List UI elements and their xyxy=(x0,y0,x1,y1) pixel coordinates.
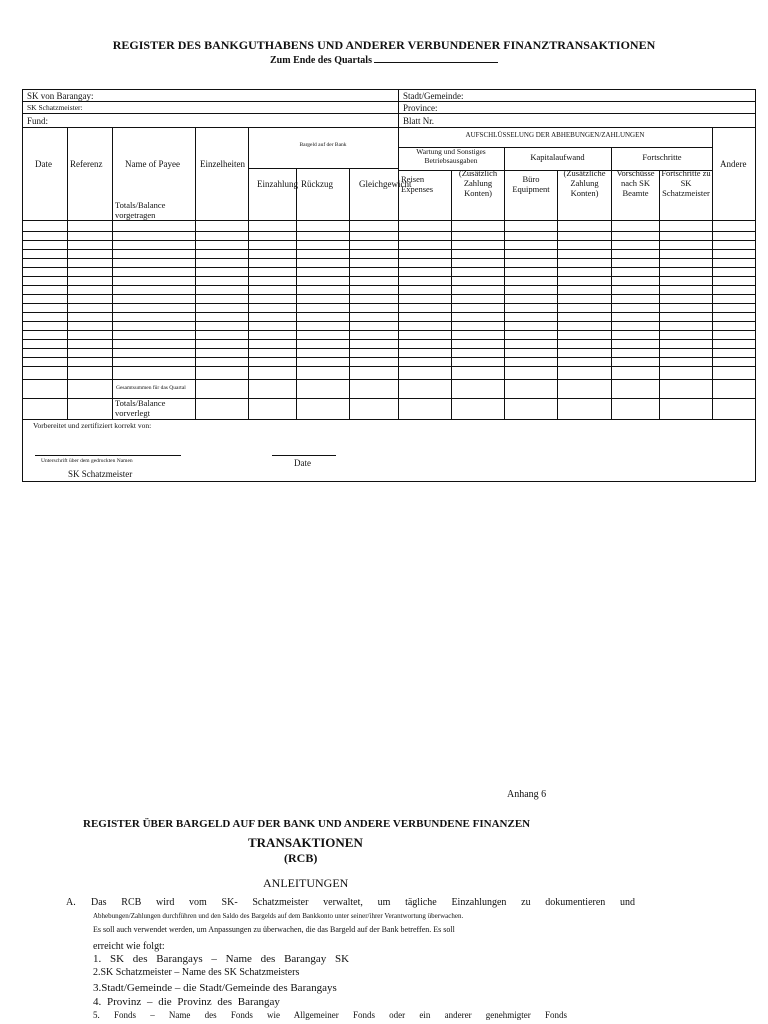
totals-carried-label: Totals/Balance vorverlegt xyxy=(115,398,166,418)
totals-forwarded-label: Totals/Balance vorgetragen xyxy=(115,200,166,220)
para-a-line1: Das RCB wird vom SK- Schatzmeister verwaltet, um tägliche Einzahlungen zu dokumentieren und xyxy=(91,897,635,908)
instruction-item-1: 1. SK des Barangays – Name des Barangay SK xyxy=(93,953,350,965)
maintenance-header: Wartung und Sonstiges Betriebsausgaben xyxy=(416,147,486,165)
sub-additional-accounts-2: (Zusätzliche Zahlung Konten) xyxy=(563,168,606,198)
sub-travel: Reisen Expenses xyxy=(401,174,434,194)
sub-office-equipment: Büro Equipment xyxy=(512,174,550,194)
fund-label: Fund: xyxy=(27,116,49,126)
sub-additional-accounts-1: (Zusätzlich Zahlung Konten) xyxy=(458,168,498,198)
instruction-item-5: 5. Fonds – Name des Fonds wie Allgemeiner Fonds oder ein anderer genehmigter Fonds xyxy=(93,1010,567,1020)
para-a-marker: A. xyxy=(66,897,76,908)
province-label: Province: xyxy=(403,103,438,113)
instructions-title-line2: TRANSAKTIONEN xyxy=(248,835,363,850)
quarter-blank-line[interactable] xyxy=(374,54,498,63)
sk-barangay-label: SK von Barangay: xyxy=(27,91,94,101)
instructions-title-line1: REGISTER ÜBER BARGELD AUF DER BANK UND ANDERE VERBUNDENE FINANZEN xyxy=(83,818,531,830)
capital-header: Kapitalaufwand xyxy=(530,152,585,162)
signer-title: SK Schatzmeister xyxy=(68,469,133,479)
treasurer-label: SK Schatzmeister: xyxy=(27,103,83,112)
breakdown-header: AUFSCHLÜSSELUNG DER ABHEBUNGEN/ZAHLUNGEN xyxy=(465,131,645,139)
col-withdrawal: Rückzug xyxy=(301,179,333,189)
col-date: Date xyxy=(35,159,52,169)
col-deposit: Einzahlung xyxy=(257,179,298,189)
sub-advances-officers: Vorschüsse nach SK Beamte xyxy=(616,168,655,198)
para-a-line3: Es soll auch verwendet werden, um Anpassungen zu überwachen, die das Bargeld auf der Bank betreffen. Es soll xyxy=(93,925,455,934)
signature-caption: Unterschrift über dem gedruckten Namen xyxy=(41,458,133,464)
city-label: Stadt/Gemeinde: xyxy=(403,91,464,101)
form-title: REGISTER DES BANKGUTHABENS UND ANDERER VERBUNDENER FINANZTRANSAKTIONEN xyxy=(112,38,656,52)
instructions-title-line3: (RCB) xyxy=(284,851,318,865)
col-balance: Gleichgewicht xyxy=(359,179,412,189)
signature-line[interactable] xyxy=(35,455,181,456)
advances-header: Fortschritte xyxy=(642,152,682,162)
col-payee: Name of Payee xyxy=(125,159,180,169)
date-line[interactable] xyxy=(272,455,336,456)
instructions-heading: ANLEITUNGEN xyxy=(263,876,349,890)
sheet-label: Blatt Nr. xyxy=(403,116,434,126)
col-details: Einzelheiten xyxy=(200,159,245,169)
para-a-line2: Abhebungen/Zahlungen durchführen und den Saldo des Bargelds auf dem Bankkonto unter seiner/ihrer Verantwortung überwachen. xyxy=(93,912,464,920)
form-subtitle xyxy=(0,54,768,66)
instruction-item-2: 2.SK Schatzmeister – Name des SK Schatzmeisters xyxy=(93,967,300,978)
quarter-totals-label: Gesamtsummen für das Quartal xyxy=(116,385,186,391)
date-caption: Date xyxy=(294,458,311,468)
sub-advances-treasurer: Fortschritte zu SK Schatzmeister xyxy=(661,168,711,198)
annex-label: Anhang 6 xyxy=(507,789,547,800)
para-a-line4: erreicht wie folgt: xyxy=(93,941,165,952)
instruction-item-3: 3.Stadt/Gemeinde – die Stadt/Gemeinde des Barangays xyxy=(93,982,337,994)
subtitle-text: Zum Ende des Quartals xyxy=(270,55,372,66)
register-form xyxy=(22,89,756,482)
col-reference: Referenz xyxy=(70,159,103,169)
instruction-item-4: 4. Provinz – die Provinz des Barangay xyxy=(93,996,280,1008)
col-other: Andere xyxy=(720,159,747,169)
prepared-by-label: Vorbereitet und zertifiziert korrekt von: xyxy=(33,421,152,430)
cash-in-bank-header: Bargeld auf der Bank xyxy=(299,142,347,148)
